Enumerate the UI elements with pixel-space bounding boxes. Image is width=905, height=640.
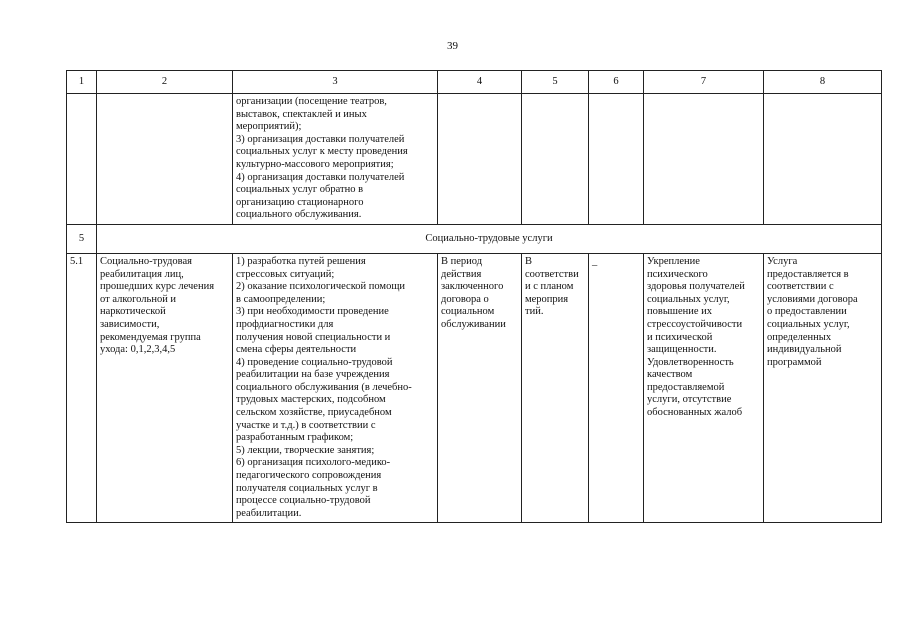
service-row (67, 253, 882, 522)
service-frequency: В соответстви и с планом мероприя тий. (522, 253, 589, 522)
section-number: 5 (67, 224, 97, 253)
service-results: Укрепление психического здоровья получателей социальных услуг, повышение их стрессоустойчивости и психической защищенности. Удовлетворенность качеством предоставляемой услуги, отсутствие обоснованных жалоб (644, 253, 764, 522)
continuation-cell-1 (67, 94, 97, 225)
service-col6: _ (589, 253, 644, 522)
continuation-content-cell: организации (посещение театров, выставок, спектаклей и иных мероприятий); 3) организация доставки получателей социальных услуг к месту проведения культурно-массового мероприятия; 4) организация доставки получателей социальных услуг обратно в организацию стационарного социального обслуживания. (233, 94, 438, 225)
continuation-row (67, 94, 882, 225)
service-term: В период действия заключенного договора о социальном обслуживании (438, 253, 522, 522)
header-cell-4: 4 (438, 71, 522, 94)
service-content: 1) разработка путей решения стрессовых ситуаций; 2) оказание психологической помощи в самоопределении; 3) при необходимости проведение профдиагностики для получения новой специальности и смена сферы деятельности 4) проведение социально-трудовой реабилитации на базе учреждения социального обслуживания (в лечебно- трудовых мастерских, подсобном сельском хозяйстве, приусадебном участке и т.д.) в соответствии с разработанным графиком; 5) лекции, творческие занятия; 6) организация психолого-медико- педагогического сопровождения получателя социальных услуг в процессе социально-трудовой реабилитации. (233, 253, 438, 522)
continuation-cell-6 (589, 94, 644, 225)
page-number: 39 (447, 40, 458, 52)
service-name: Социально-трудовая реабилитация лиц, прошедших курс лечения от алкогольной и наркотической зависимости, рекомендуемая группа ухода: 0,1,2,3,4,5 (97, 253, 233, 522)
services-table (66, 70, 882, 523)
header-cell-7: 7 (644, 71, 764, 94)
header-cell-3: 3 (233, 71, 438, 94)
continuation-cell-4 (438, 94, 522, 225)
service-conditions: Услуга предоставляется в соответствии с условиями договора о предоставлении социальных услуг, определенных индивидуальной программой (764, 253, 882, 522)
header-cell-6: 6 (589, 71, 644, 94)
section-row (67, 224, 882, 253)
continuation-cell-2 (97, 94, 233, 225)
service-number: 5.1 (67, 253, 97, 522)
header-cell-1: 1 (67, 71, 97, 94)
section-title: Социально-трудовые услуги (97, 224, 882, 253)
header-cell-8: 8 (764, 71, 882, 94)
continuation-cell-8 (764, 94, 882, 225)
header-cell-5: 5 (522, 71, 589, 94)
continuation-cell-5 (522, 94, 589, 225)
continuation-cell-7 (644, 94, 764, 225)
header-cell-2: 2 (97, 71, 233, 94)
table-header-row (67, 71, 882, 94)
